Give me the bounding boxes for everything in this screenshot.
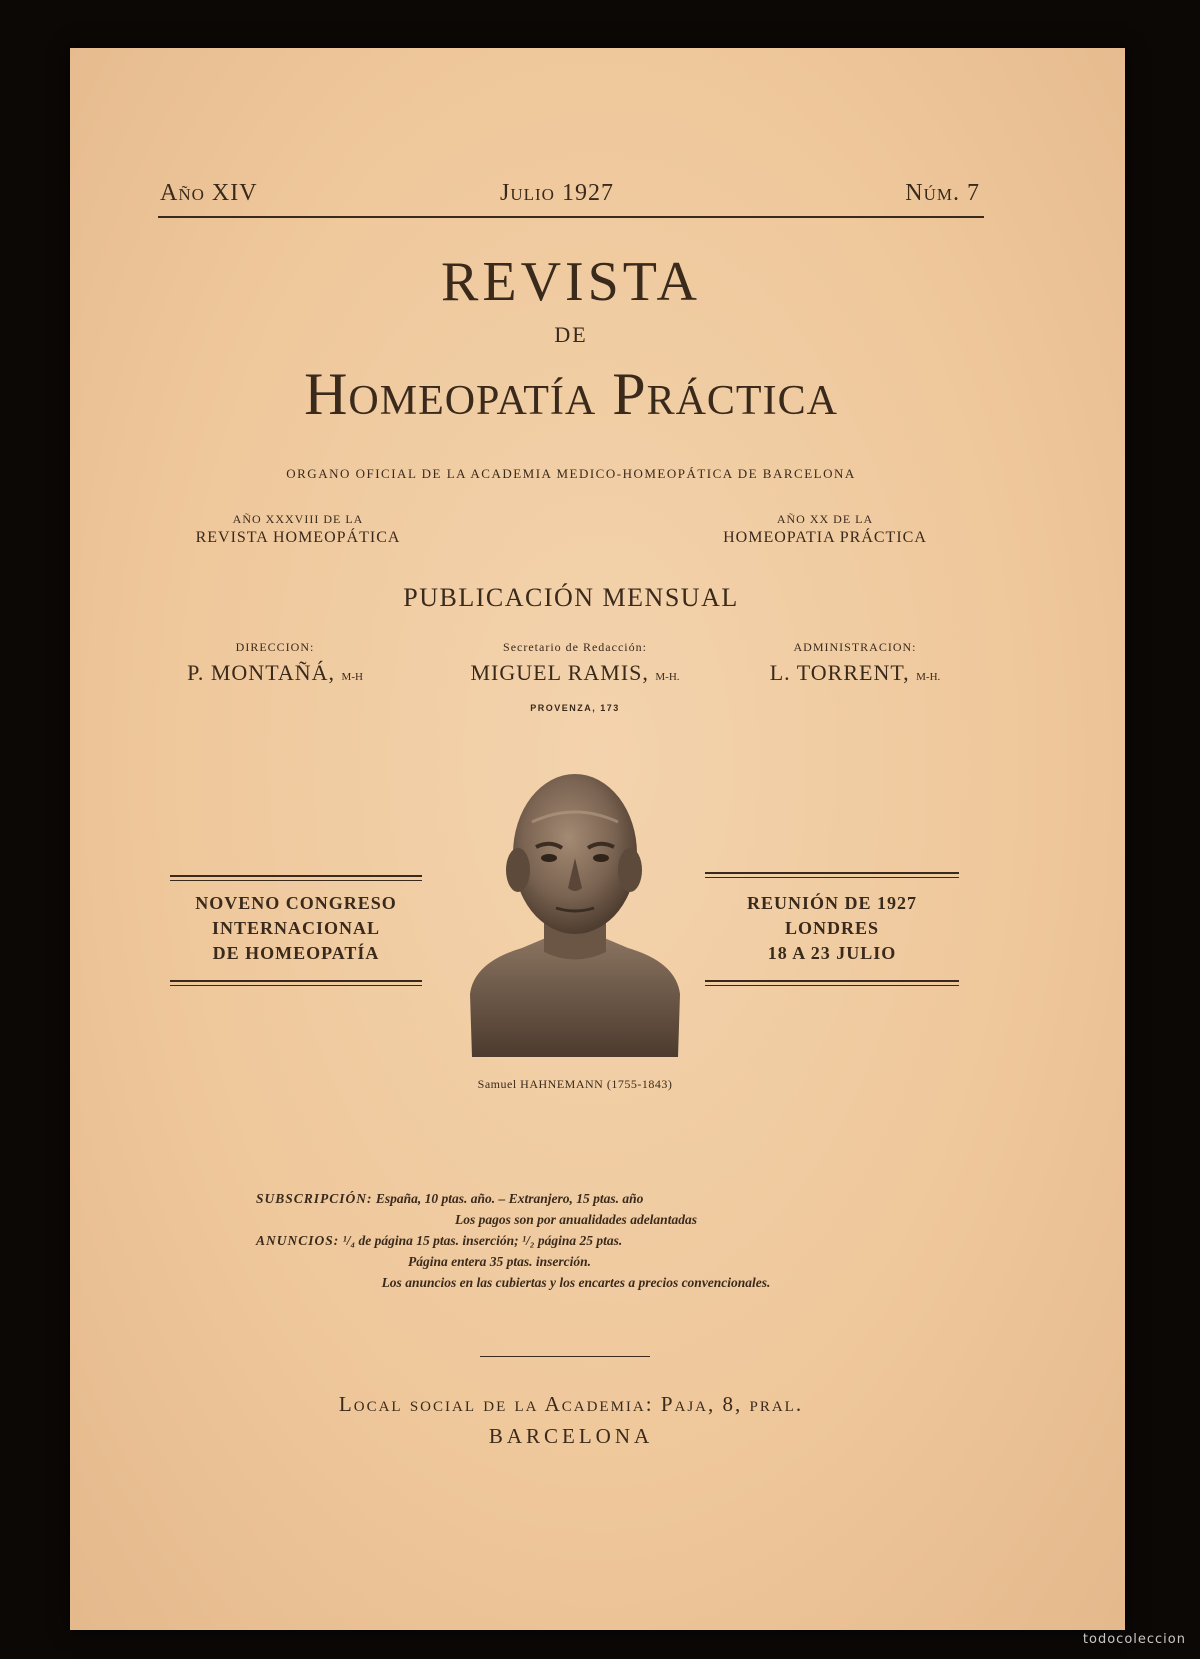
publicacion-mensual: PUBLICACIÓN MENSUAL: [403, 583, 739, 612]
secretario-name: [430, 660, 720, 686]
title-homeopatia-practica: Homeopatía Práctica: [304, 361, 838, 427]
anuncios-text: ¹/₄ de página 15 ptas. inserción; ¹/₂ página 25 ptas.: [339, 1233, 623, 1248]
secretario-suffix: M-H.: [655, 671, 680, 683]
subscription-line5: Los anuncios en las cubiertas y los encartes a precios convencionales.: [381, 1275, 771, 1290]
watermark: todocoleccion: [1082, 1632, 1186, 1647]
subhead-right-line2: HOMEOPATIA PRÁCTICA: [723, 529, 927, 546]
subhead-left-line1: AÑO XXXVIII DE LA: [232, 512, 364, 526]
header-row: [160, 180, 980, 214]
admin-name-text: L. TORRENT,: [769, 660, 910, 685]
issue-number: Núm. 7: [905, 180, 980, 206]
congreso-line1: NOVENO CONGRESO: [195, 893, 397, 913]
secretario-address: PROVENZA, 173: [530, 703, 620, 713]
direccion-suffix: M-H: [341, 671, 363, 683]
congreso-rule-bottom: [170, 980, 422, 986]
subscription-line4: Página entera 35 ptas. inserción.: [408, 1254, 592, 1269]
organo-oficial: ORGANO OFICIAL DE LA ACADEMIA MEDICO-HOMEOPÁTICA DE BARCELONA: [286, 466, 856, 481]
issue-year: Año XIV: [160, 180, 258, 206]
title-revista: REVISTA: [441, 251, 701, 313]
title-de: DE: [554, 322, 588, 347]
admin-role: ADMINISTRACION:: [793, 640, 917, 654]
reunion-box: [705, 891, 959, 966]
direccion-role: DIRECCION:: [235, 640, 315, 654]
subscription-text: España, 10 ptas. año. – Extranjero, 15 ptas. año: [372, 1191, 644, 1206]
reunion-line3: 18 A 23 JULIO: [767, 943, 897, 963]
subscription-line2: Los pagos son por anualidades adelantadas: [455, 1212, 697, 1227]
secretario-role: Secretario de Redacción:: [503, 640, 647, 654]
header-rule: [158, 216, 984, 218]
hahnemann-bust-portrait: [452, 762, 698, 1057]
reunion-line2: LONDRES: [784, 918, 880, 938]
congreso-line3: DE HOMEOPATÍA: [212, 943, 380, 963]
footer-divider: [480, 1356, 650, 1357]
anuncios-line: [256, 1230, 896, 1251]
subhead-left-line2: REVISTA HOMEOPÁTICA: [195, 529, 401, 546]
portrait-caption: Samuel HAHNEMANN (1755-1843): [477, 1077, 673, 1091]
reunion-rule-bottom: [705, 980, 959, 986]
direccion-name: [160, 660, 390, 686]
congreso-line2: INTERNACIONAL: [211, 918, 381, 938]
issue-date: Julio 1927: [500, 180, 614, 206]
reunion-rule-top: [705, 872, 959, 878]
subscription-line1: [256, 1188, 896, 1209]
congreso-box: [170, 891, 422, 966]
footer-city: BARCELONA: [488, 1424, 654, 1448]
footer-local-social: Local social de la Academia: Paja, 8, pral.: [338, 1392, 804, 1416]
admin-name: [740, 660, 970, 686]
subhead-right-line1: AÑO XX DE LA: [776, 512, 874, 526]
subscription-label: SUBSCRIPCIÓN:: [256, 1191, 373, 1206]
congreso-rule-top: [170, 875, 422, 881]
reunion-line1: REUNIÓN DE 1927: [746, 893, 917, 913]
admin-suffix: M-H.: [916, 671, 941, 683]
anuncios-label: ANUNCIOS:: [256, 1233, 340, 1248]
direccion-name-text: P. MONTAÑÁ,: [187, 660, 336, 685]
secretario-name-text: MIGUEL RAMIS,: [470, 660, 649, 685]
